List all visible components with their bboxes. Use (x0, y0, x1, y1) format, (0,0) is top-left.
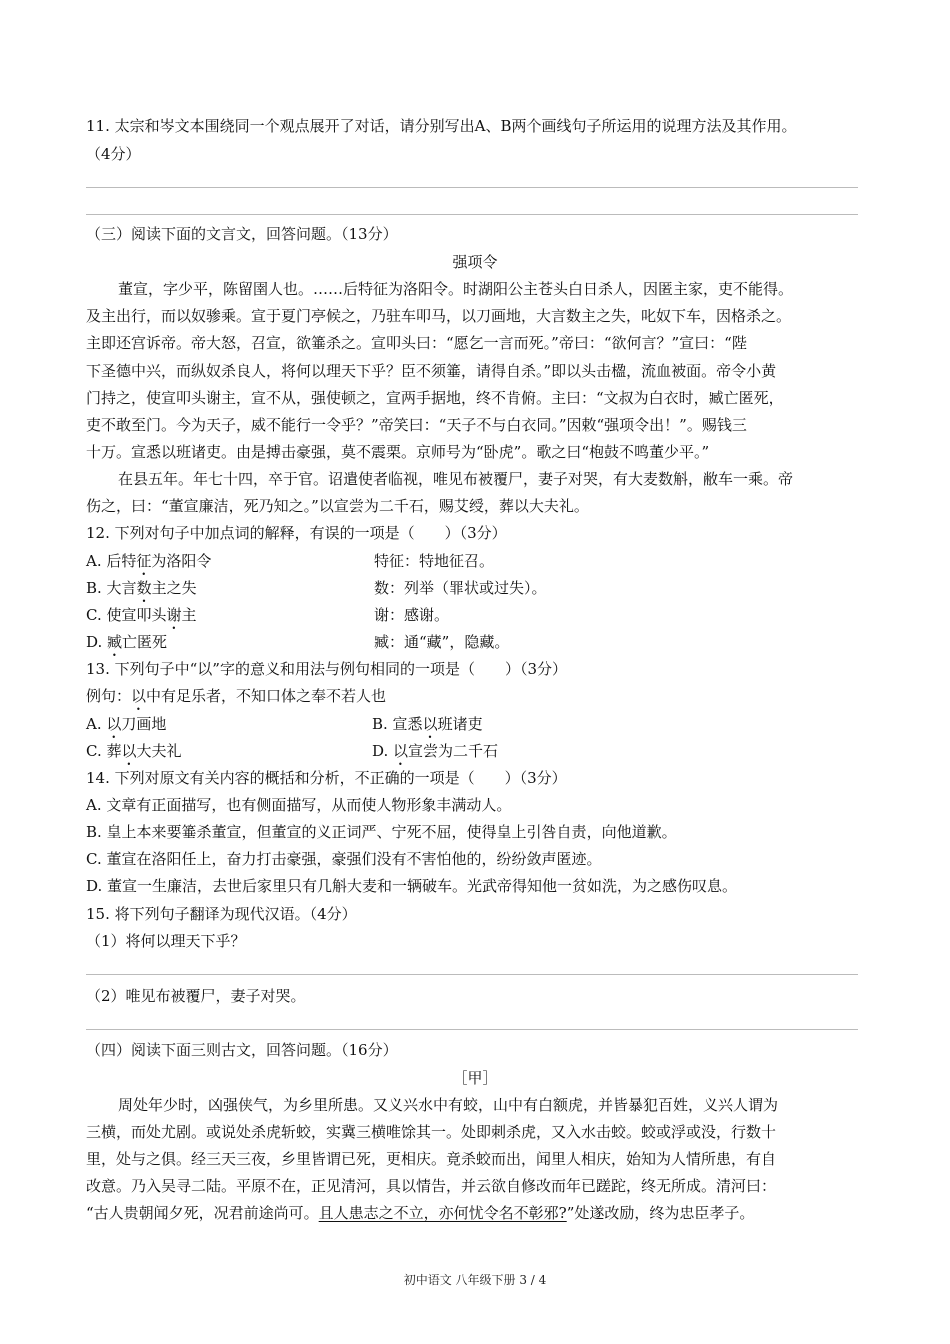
passage-line: 伤之，曰：“董宣廉洁，死乃知之。”以宣尝为二千石，赐艾绶，葬以大夫礼。 (86, 497, 589, 515)
passage-line: 主即还宫诉帝。帝大怒，召宣，欲箠杀之。宣叩头曰：“愿乞一言而死。”帝曰：“欲何言？”宣曰：“陛 (86, 334, 747, 352)
passage-line: 三横，而处尤剧。或说处杀虎斩蛟，实冀三横唯馀其一。处即刺杀虎，又入水击蛟。蛟或浮或没，行数十 (86, 1123, 777, 1141)
passage-line: 及主出行，而以奴骖乘。宣于夏门亭候之，乃驻车叩马，以刀画地，大言数主之失，叱奴下车，因格杀之。 (86, 307, 792, 325)
underlined-sentence: 且人患志之不立，亦何忧令名不彰邪? (318, 1204, 567, 1222)
passage-line: 下圣德中兴，而纵奴杀良人，将何以理天下乎？臣不须箠，请得自杀。”即以头击楹，流血被面。帝令小黄 (86, 362, 777, 380)
dotted-word: 谢 (166, 606, 182, 624)
q12-option-d[interactable]: D. 臧亡匿死 臧：通“藏”，隐藏。 (86, 633, 510, 651)
q13-stem: 13. 下列句子中“以”字的意义和用法与例句相同的一项是（ ）（3分） (86, 660, 568, 678)
option-explanation: 特征：特地征召。 (374, 552, 495, 570)
q14-option-c[interactable]: C. 董宣在洛阳任上，奋力打击豪强，豪强们没有不害怕他的，纷纷敛声匿迹。 (86, 850, 602, 868)
passage-sub-title: ［甲］ (452, 1069, 498, 1087)
dotted-word: 以 (393, 742, 409, 760)
q15-item-2: （2）唯见布被覆尸，妻子对哭。 (86, 987, 306, 1005)
dotted-word: 以 (121, 742, 137, 760)
dotted-word: 征 (136, 552, 152, 570)
passage-line: 十万。宣悉以班诸吏。由是搏击豪强，莫不震栗。京师号为“卧虎”。歌之曰“枹鼓不鸣董少平。” (86, 443, 710, 461)
q13-options-cd (86, 741, 860, 769)
option-explanation: 谢：感谢。 (374, 606, 450, 624)
passage-line: 周处年少时，凶强侠气，为乡里所患。又义兴水中有蛟，山中有白额虎，并皆暴犯百姓，义兴人谓为 (118, 1096, 779, 1114)
q14-stem: 14. 下列对原文有关内容的概括和分析，不正确的一项是（ ）（3分） (86, 769, 567, 787)
q14-option-b[interactable]: B. 皇上本来要箠杀董宣，但董宣的义正词严、宁死不屈，使得皇上引咎自责，向他道歉。 (86, 823, 677, 841)
q15-stem: 15. 将下列句子翻译为现代汉语。（4分） (86, 905, 357, 923)
passage-title: 强项令 (452, 253, 498, 271)
q12-option-b[interactable]: B. 大言数主之失 数：列举（罪状或过失）。 (86, 579, 547, 597)
q12-option-a[interactable]: A. 后特征为洛阳令 特征：特地征召。 (86, 552, 495, 570)
q14-option-a[interactable]: A. 文章有正面描写，也有侧面描写，从而使人物形象丰满动人。 (86, 796, 512, 814)
answer-line[interactable] (86, 1029, 858, 1030)
option-explanation: 臧：通“藏”，隐藏。 (374, 633, 510, 651)
q13-example: 例句：以中有足乐者，不知口体之奉不若人也 (86, 687, 387, 705)
q11-score: （4分） (86, 145, 141, 163)
section3-heading: （三）阅读下面的文言文，回答问题。（13分） (86, 225, 398, 243)
q12-stem: 12. 下列对句子中加点词的解释，有误的一项是（ ）（3分） (86, 524, 507, 542)
passage-line: 董宣，字少平，陈留圉人也。……后特征为洛阳令。时湖阳公主苍头白日杀人，因匿主家，吏不能得。 (118, 280, 794, 298)
page-footer: 初中语文 八年级下册 3 / 4 (403, 1273, 547, 1287)
q13-option-b[interactable]: B. 宣悉以班诸吏 (372, 715, 483, 733)
q13-option-a[interactable]: A. 以刀画地 (86, 715, 167, 733)
q14-option-d[interactable]: D. 董宣一生廉洁，去世后家里只有几斛大麦和一辆破车。光武帝得知他一贫如洗，为之感伤叹息。 (86, 877, 738, 895)
answer-line[interactable] (86, 974, 858, 975)
q12-option-c[interactable]: C. 使宣叩头谢主 谢：感谢。 (86, 606, 450, 624)
section4-heading: （四）阅读下面三则古文，回答问题。（16分） (86, 1041, 398, 1059)
dotted-word: 以 (422, 715, 438, 733)
q13-option-c[interactable]: C. 葬以大夫礼 (86, 742, 182, 760)
dotted-word: 臧 (107, 633, 123, 651)
dotted-word: 以 (106, 715, 122, 733)
q13-option-d[interactable]: D. 以宣尝为二千石 (372, 742, 499, 760)
q13-options-ab (86, 714, 860, 742)
dotted-word: 数 (136, 579, 152, 597)
passage-line: 改意。乃入吴寻二陆。平原不在，正见清河，具以情告，并云欲自修改而年已蹉跎，终无所成。清河曰： (86, 1177, 777, 1195)
passage-line: 在县五年。年七十四，卒于官。诏遣使者临视，唯见布被覆尸，妻子对哭，有大麦数斛，敝车一乘。帝 (118, 470, 794, 488)
answer-line[interactable] (86, 214, 858, 215)
passage-line: 门持之，使宣叩头谢主，宣不从，强使顿之，宣两手据地，终不肯俯。主曰：“文叔为白衣时，臧亡匿死， (86, 389, 784, 407)
passage-line: “古人贵朝闻夕死，况君前途尚可。且人患志之不立，亦何忧令名不彰邪?”处遂改励，终为忠臣孝子。 (86, 1204, 755, 1222)
answer-line[interactable] (86, 187, 858, 188)
dotted-word: 以 (131, 687, 147, 705)
passage-line: 吏不敢至门。今为天子，威不能行一令乎？”帝笑曰：“天子不与白衣同。”因敕“强项令出！”。赐钱三 (86, 416, 747, 434)
q15-item-1: （1）将何以理天下乎？ (86, 932, 246, 950)
q11-stem: 11. 太宗和岑文本围绕同一个观点展开了对话，请分别写出A、B两个画线句子所运用的说理方法及其作用。 (86, 117, 797, 135)
passage-line: 里，处与之俱。经三天三夜，乡里皆谓已死，更相庆。竟杀蛟而出，闻里人相庆，始知为人情所患，有自 (86, 1150, 777, 1168)
option-explanation: 数：列举（罪状或过失）。 (374, 579, 547, 597)
